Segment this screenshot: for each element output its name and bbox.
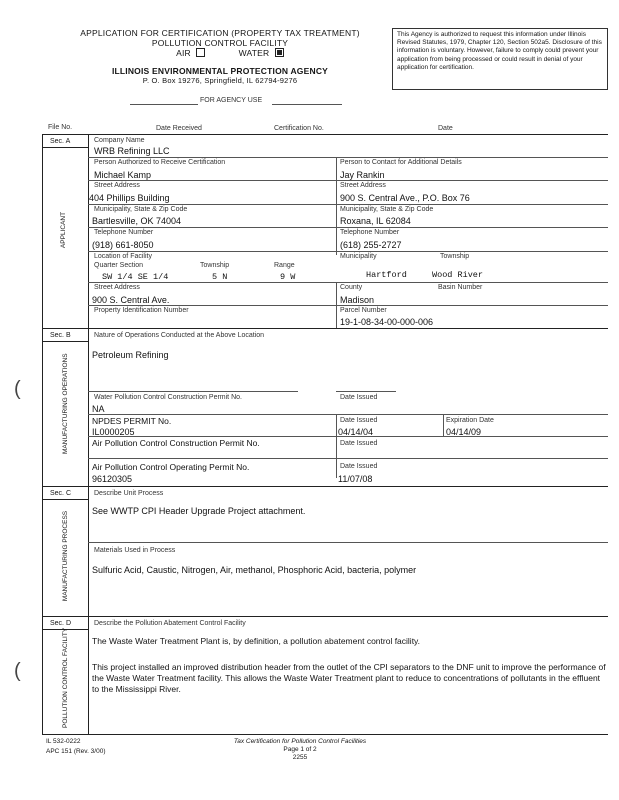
form-id: IL 532-0222 — [46, 738, 81, 745]
county-label: County — [340, 284, 363, 291]
sec-c-side-label: MANUFACTURING PROCESS — [62, 510, 69, 602]
margin-bracket-icon-2: ( — [14, 660, 21, 682]
footer-code: 2255 — [292, 754, 308, 761]
prop-id-label: Property Identification Number — [94, 307, 189, 314]
person-contact[interactable]: Jay Rankin — [340, 170, 385, 180]
person-cert[interactable]: Michael Kamp — [94, 170, 152, 180]
sec-c-tag: Sec. C — [50, 490, 72, 497]
form-subtitle: POLLUTION CONTROL FACILITY — [151, 38, 289, 48]
county-value[interactable]: Madison — [340, 295, 375, 305]
person-contact-label: Person to Contact for Additional Details — [340, 159, 462, 166]
phone-1[interactable]: (918) 661-8050 — [92, 240, 154, 250]
range-label: Range — [274, 262, 295, 269]
person-cert-label: Person Authorized to Receive Certification — [94, 159, 226, 166]
municipality-label: Municipality — [340, 253, 377, 260]
fac-street-label: Street Address — [94, 284, 140, 291]
water-label: WATER — [238, 48, 270, 58]
township-value[interactable]: 5 N — [212, 272, 228, 282]
date-label: Date — [438, 125, 453, 132]
facility-paragraph-1[interactable]: The Waste Water Treatment Plant is, by definition, a pollution abatement control facility. — [92, 636, 421, 646]
phone-label-1: Telephone Number — [94, 229, 154, 236]
form-revision: APC 151 (Rev. 3/00) — [46, 748, 106, 755]
street-1[interactable]: 404 Phillips Building — [89, 193, 170, 203]
street-2[interactable]: 900 S. Central Ave., P.O. Box 76 — [340, 193, 470, 203]
apc-date[interactable]: 11/07/08 — [338, 474, 373, 484]
sec-d-side-label: POLLUTION CONTROL FACILITY — [62, 627, 69, 728]
agency-address: P. O. Box 19276, Springfield, IL 62794-9276 — [142, 76, 298, 85]
agency-name: ILLINOIS ENVIRONMENTAL PROTECTION AGENCY — [111, 66, 329, 76]
quarter-label: Quarter Section — [94, 262, 144, 269]
form-title: APPLICATION FOR CERTIFICATION (PROPERTY TAX TREATMENT) — [80, 28, 360, 38]
npdes-date[interactable]: 04/14/04 — [338, 427, 374, 437]
npdes-label: NPDES PERMIT No. — [92, 416, 172, 426]
quarter-value[interactable]: SW 1/4 SE 1/4 — [102, 272, 169, 282]
expiration-label: Expiration Date — [446, 417, 494, 424]
nature-value[interactable]: Petroleum Refining — [92, 350, 169, 360]
sec-d-tag: Sec. D — [50, 620, 72, 627]
phone-label-2: Telephone Number — [340, 229, 400, 236]
street-label-2: Street Address — [340, 182, 386, 189]
street-label-1: Street Address — [94, 182, 140, 189]
municipality-value[interactable]: Hartford — [366, 270, 407, 280]
sec-a-side-label: APPLICANT — [60, 211, 67, 249]
date-issued-label-3: Date Issued — [340, 440, 378, 447]
wpc-value[interactable]: NA — [92, 404, 105, 414]
expiration-value[interactable]: 04/14/09 — [446, 427, 482, 437]
npdes-value[interactable]: IL0000205 — [92, 427, 135, 437]
city-1[interactable]: Bartlesville, OK 74004 — [92, 216, 182, 226]
date-issued-label-1: Date Issued — [340, 394, 378, 401]
apc-oper-value[interactable]: 96120305 — [92, 474, 133, 484]
materials-value[interactable]: Sulfuric Acid, Caustic, Nitrogen, Air, methanol, Phosphoric Acid, bacteria, polymer — [92, 565, 417, 575]
facility-paragraph-2[interactable]: This project installed an improved distribution header from the outlet of the CPI separators to the DNF unit to improve the performance of the Waste Water Treatment facility. This allows the Waste Water Treatment plant to reduce to concentrations of pollutants in the effluent to the Mississippi River. — [92, 662, 606, 694]
agency-use-label: FOR AGENCY USE — [200, 97, 263, 104]
city-2[interactable]: Roxana, IL 62084 — [340, 216, 411, 226]
type-selector — [150, 48, 310, 58]
parcel-label: Parcel Number — [340, 307, 387, 314]
sec-b-tag: Sec. B — [50, 332, 71, 339]
margin-bracket-icon: ( — [14, 378, 21, 400]
wpc-label: Water Pollution Control Construction Permit No. — [94, 394, 242, 401]
date-received-label: Date Received — [156, 125, 202, 132]
township-label: Township — [200, 262, 230, 269]
disclosure-notice: This Agency is authorized to request this information under Illinois Revised Statutes, 1979, Chapter 120, Section 502a5. Disclosure of this information is voluntary. However, failure to comply could prevent your application from being processed or could result in denial of your application for certification. — [392, 28, 608, 90]
apc-oper-label: Air Pollution Control Operating Permit No. — [92, 462, 250, 472]
air-label: AIR — [176, 48, 191, 58]
cert-no-label: Certification No. — [274, 125, 324, 132]
location-label: Location of Facility — [94, 253, 152, 260]
footer-title: Tax Certification for Pollution Control Facilities — [233, 738, 367, 745]
date-issued-label-2: Date Issued — [340, 417, 378, 424]
phone-2[interactable]: (618) 255-2727 — [340, 240, 402, 250]
sec-b-side-label: MANUFACTURING OPERATIONS — [62, 353, 69, 454]
apc-constr-label: Air Pollution Control Construction Permit No. — [92, 438, 260, 448]
water-checkbox[interactable] — [275, 48, 284, 57]
city-label-2: Municipality, State & Zip Code — [340, 206, 434, 213]
sec-a-tag: Sec. A — [50, 138, 71, 145]
describe-unit-value[interactable]: See WWTP CPI Header Upgrade Project attachment. — [92, 506, 306, 516]
fac-street[interactable]: 900 S. Central Ave. — [92, 295, 170, 305]
nature-label: Nature of Operations Conducted at the Above Location — [94, 332, 265, 339]
air-checkbox[interactable] — [196, 48, 205, 57]
describe-unit-label: Describe Unit Process — [94, 490, 164, 497]
materials-label: Materials Used in Process — [94, 547, 176, 554]
basin-label: Basin Number — [438, 284, 483, 291]
parcel-value[interactable]: 19-1-08-34-00-000-006 — [340, 317, 434, 327]
company-name[interactable]: WRB Refining LLC — [94, 146, 170, 156]
township-name-value[interactable]: Wood River — [432, 270, 484, 280]
township-name-label: Township — [440, 253, 470, 260]
company-name-label: Company Name — [94, 137, 145, 144]
city-label-1: Municipality, State & Zip Code — [94, 206, 188, 213]
date-issued-label-4: Date Issued — [340, 463, 378, 470]
range-value[interactable]: 9 W — [280, 272, 296, 282]
describe-facility-label: Describe the Pollution Abatement Control Facility — [94, 620, 246, 627]
file-no-label: File No. — [48, 124, 73, 131]
page-number: Page 1 of 2 — [283, 746, 317, 753]
